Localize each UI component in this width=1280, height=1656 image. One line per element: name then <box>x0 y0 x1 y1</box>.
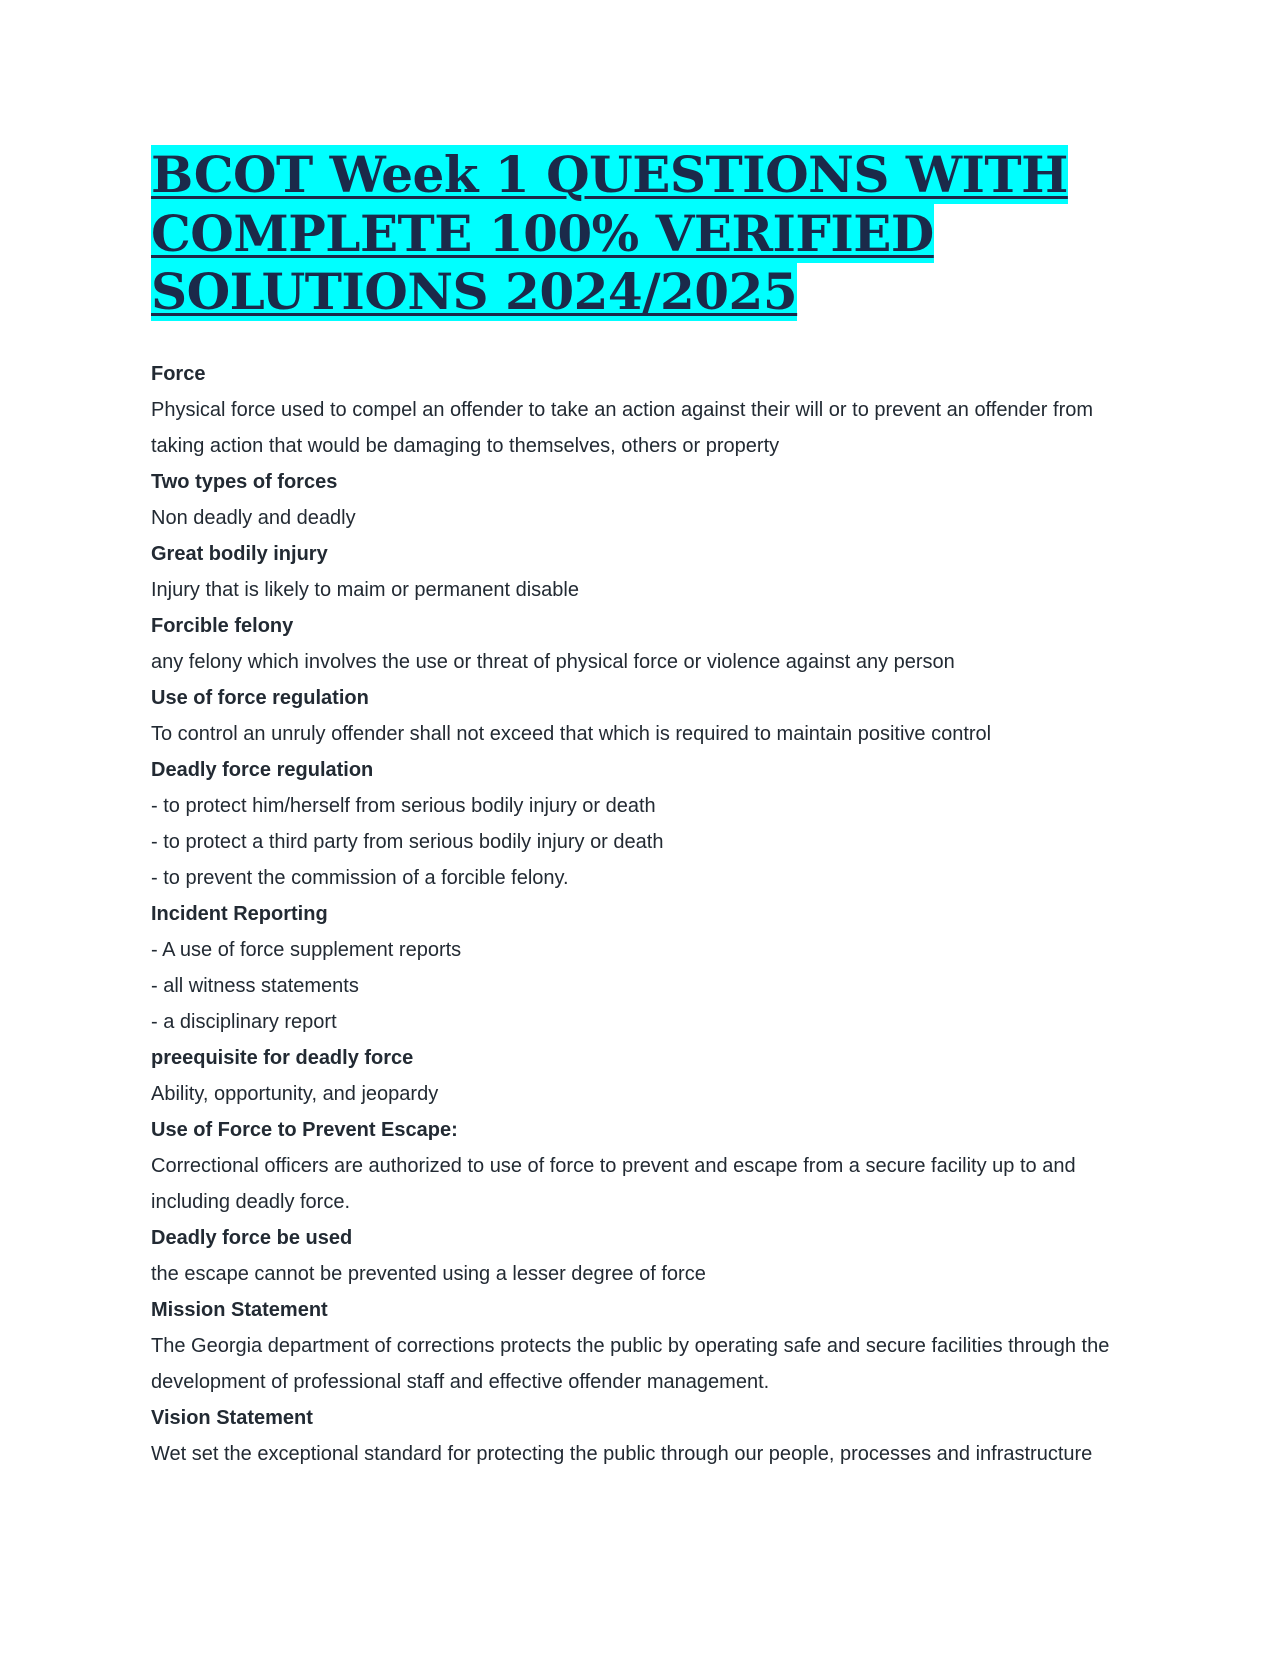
term-use-of-force-regulation: Use of force regulation <box>151 686 369 709</box>
term-deadly-force-regulation: Deadly force regulation <box>151 758 374 781</box>
qa-list <box>151 356 1151 1472</box>
definition-deadly-force-be-used: the escape cannot be prevented using a lesser degree of force <box>151 1262 706 1285</box>
definition-line: - all witness statements <box>151 974 359 997</box>
definition-force: Physical force used to compel an offender to take an action against their will or to prevent an offender from taking action that would be damaging to themselves, others or property <box>151 398 1094 457</box>
definition-preequisite-for-deadly-force: Ability, opportunity, and jeopardy <box>151 1082 439 1105</box>
definition-two-types-of-forces: Non deadly and deadly <box>151 506 356 529</box>
definition-line: - to protect him/herself from serious bodily injury or death <box>151 794 656 817</box>
definition-use-of-force-to-prevent-escape: Correctional officers are authorized to use of force to prevent and escape from a secure facility up to and including deadly force. <box>151 1154 1076 1213</box>
definition-line: - to prevent the commission of a forcible felony. <box>151 866 569 889</box>
term-great-bodily-injury: Great bodily injury <box>151 542 328 565</box>
term-force: Force <box>151 362 206 385</box>
definition-mission-statement: The Georgia department of corrections protects the public by operating safe and secure facilities through the development of professional staff and effective offender management. <box>151 1334 1110 1393</box>
term-incident-reporting: Incident Reporting <box>151 902 328 925</box>
definition-use-of-force-regulation: To control an unruly offender shall not exceed that which is required to maintain positive control <box>151 722 992 745</box>
term-two-types-of-forces: Two types of forces <box>151 470 338 493</box>
definition-forcible-felony: any felony which involves the use or threat of physical force or violence against any person <box>151 650 955 673</box>
title-highlight: BCOT Week 1 QUESTIONS WITH COMPLETE 100% VERIFIED SOLUTIONS 2024/2025 <box>151 145 1068 321</box>
definition-great-bodily-injury: Injury that is likely to maim or permanent disable <box>151 578 579 601</box>
definition-line: - a disciplinary report <box>151 1010 337 1033</box>
term-deadly-force-be-used: Deadly force be used <box>151 1226 353 1249</box>
document-title <box>151 146 1151 322</box>
term-preequisite-for-deadly-force: preequisite for deadly force <box>151 1046 414 1069</box>
term-mission-statement: Mission Statement <box>151 1298 328 1321</box>
term-use-of-force-to-prevent-escape: Use of Force to Prevent Escape: <box>151 1118 458 1141</box>
definition-line: - A use of force supplement reports <box>151 938 462 961</box>
definition-line: - to protect a third party from serious bodily injury or death <box>151 830 664 853</box>
term-vision-statement: Vision Statement <box>151 1406 313 1429</box>
term-forcible-felony: Forcible felony <box>151 614 294 637</box>
definition-vision-statement: Wet set the exceptional standard for protecting the public through our people, processes and infrastructure <box>151 1442 1093 1465</box>
document-page <box>151 146 1151 1472</box>
